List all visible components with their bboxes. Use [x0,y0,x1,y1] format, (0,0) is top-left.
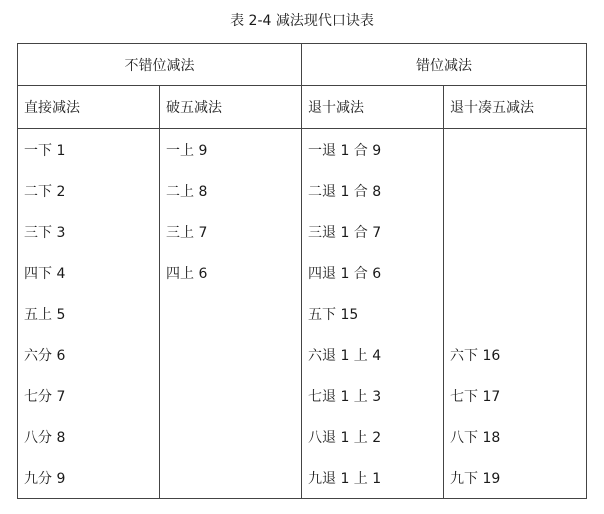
table-cell [160,457,302,499]
table-cell [444,170,587,211]
table-cell: 三上 7 [160,211,302,252]
table-row [18,252,587,293]
table-row [18,129,587,171]
table-cell: 三下 3 [18,211,160,252]
table-cell: 五下 15 [302,293,444,334]
table-cell: 八下 18 [444,416,587,457]
column-header-direct: 直接减法 [18,86,160,129]
column-header-borrow-ten-make-five: 退十凑五减法 [444,86,587,129]
table-cell: 八分 8 [18,416,160,457]
table-cell: 六退 1 上 4 [302,334,444,375]
table-row [18,457,587,499]
table-cell [444,293,587,334]
table-cell: 一下 1 [18,129,160,171]
table-cell: 九下 19 [444,457,587,499]
table-cell [160,375,302,416]
table-cell: 六下 16 [444,334,587,375]
table-row [18,170,587,211]
subtraction-formula-table [17,43,587,499]
table-cell [444,211,587,252]
table-cell: 三退 1 合 7 [302,211,444,252]
table-cell: 七退 1 上 3 [302,375,444,416]
table-cell: 六分 6 [18,334,160,375]
table-cell: 四上 6 [160,252,302,293]
table-cell: 一上 9 [160,129,302,171]
table-cell: 九退 1 上 1 [302,457,444,499]
table-row [18,375,587,416]
group-header-non-carry: 不错位减法 [18,44,302,86]
table-cell: 七分 7 [18,375,160,416]
table-cell: 九分 9 [18,457,160,499]
table-row [18,211,587,252]
table-cell: 八退 1 上 2 [302,416,444,457]
column-header-borrow-ten: 退十减法 [302,86,444,129]
table-cell [160,416,302,457]
column-header-break-five: 破五减法 [160,86,302,129]
table-cell: 四退 1 合 6 [302,252,444,293]
group-header-row [18,44,587,86]
table-cell [444,129,587,171]
table-cell: 二下 2 [18,170,160,211]
table-cell: 五上 5 [18,293,160,334]
table-row [18,416,587,457]
table-cell: 二退 1 合 8 [302,170,444,211]
table-cell [444,252,587,293]
table-row [18,293,587,334]
table-caption: 表 2-4 减法现代口诀表 [230,13,374,29]
table-cell: 四下 4 [18,252,160,293]
group-header-carry: 错位减法 [302,44,587,86]
sub-header-row [18,86,587,129]
table-cell [160,334,302,375]
table-cell: 七下 17 [444,375,587,416]
table-row [18,334,587,375]
table-body [18,129,587,499]
table-cell [160,293,302,334]
table-cell: 二上 8 [160,170,302,211]
table-cell: 一退 1 合 9 [302,129,444,171]
